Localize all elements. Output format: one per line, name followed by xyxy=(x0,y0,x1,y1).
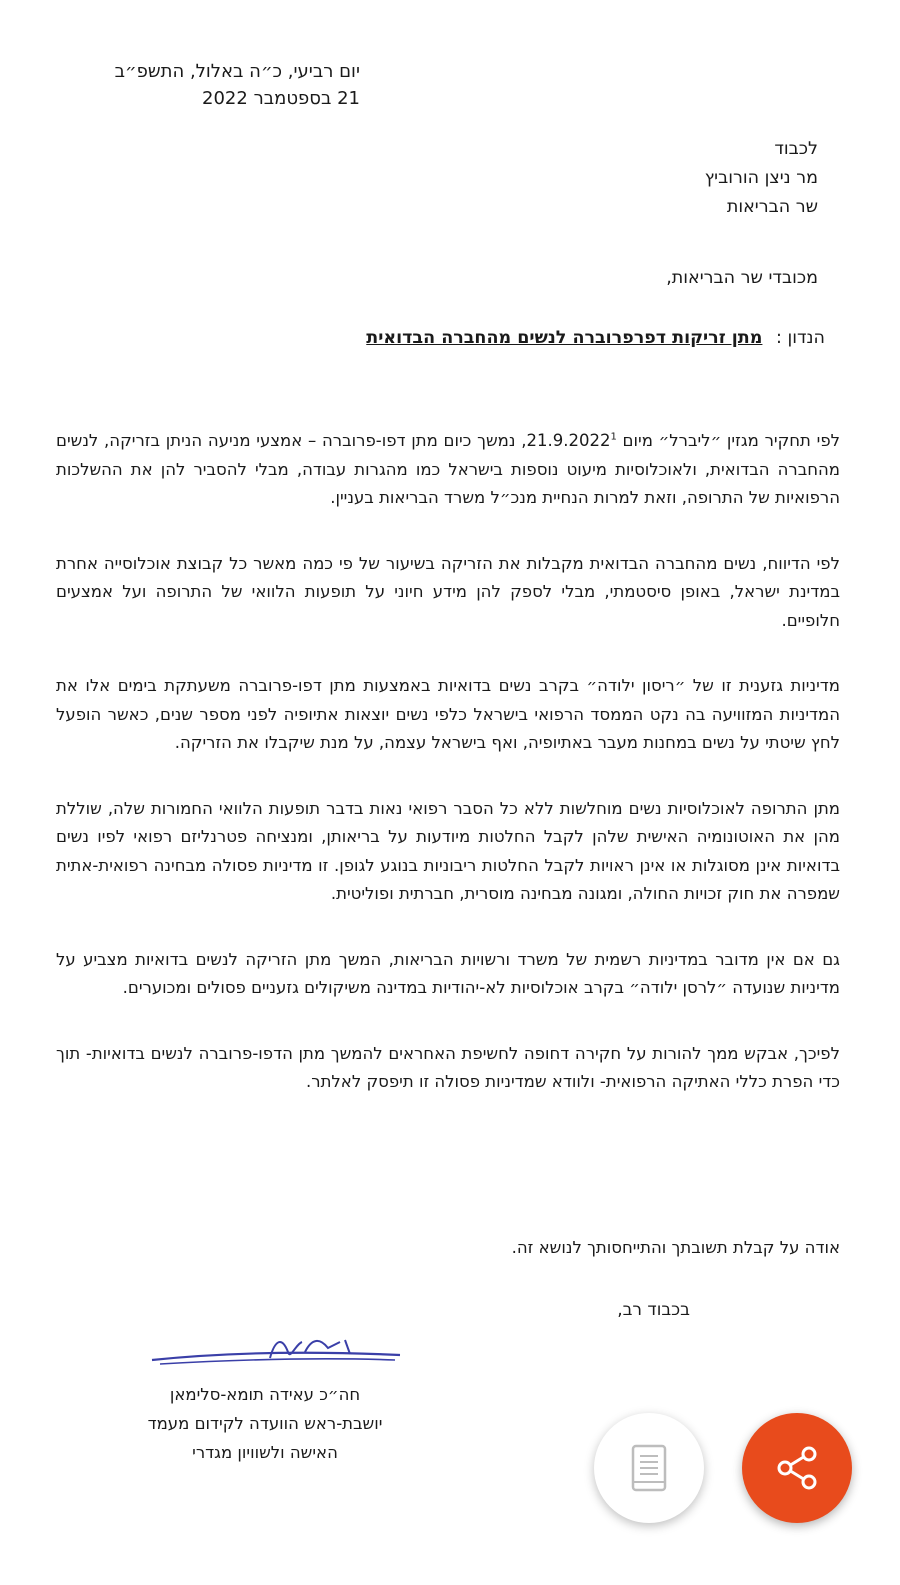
paragraph-3: מדיניות גזענית זו של ״ריסון ילודה״ בקרב נשים בדואיות באמצעות מתן דפו-פרוברה משעתקת בימים אלו את המדיניות המזוויעה בה נקט הממסד הרפואי בישראל כלפי נשים יוצאות אתיופיה לפני מספר שנים, כאשר הופעל לחץ שיטתי על נשים במחנות מעבר באתיופיה, ואף בישראל עצמה, על מנת שיקבלו את הזריקה. xyxy=(56,676,840,752)
addressee-line-3: שר הבריאות xyxy=(726,197,818,217)
document-icon xyxy=(631,1444,667,1492)
paragraph-5: גם אם אין מדובר במדיניות רשמית של משרד ורשויות הבריאות, המשך מתן הזריקה לנשים בדואיות מצביע על מדיניות שנועדה ״לרסן ילודה״ בקרב אוכלוסיות לא-יהודיות במדינה משיקולים גזעניים פסולים ומכוערים. xyxy=(56,949,840,997)
addressee-line-2: מר ניצן הורוביץ xyxy=(704,168,818,188)
share-button[interactable] xyxy=(742,1413,852,1523)
footnote-marker: 1 xyxy=(610,431,617,443)
addressee-block xyxy=(418,135,818,222)
signer-title-1: יושבת-ראש הוועדה לקידום מעמד xyxy=(147,1414,383,1433)
signature-block xyxy=(110,1380,420,1467)
paragraph-1: לפי תחקיר מגזין ״ליברל״ מיום 21.9.2022$^1$, נמשך כיום מתן דפו-פרוברה – אמצעי מניעה הניתן בזריקה, לנשים מהחברה הבדואית, ולאוכלוסיות מיעוט נוספות בישראל כמו מהגרות עבודה, מבלי להסביר להן את ההשלכות הרפואיות של התרופה, וזאת למרות הנחיית מנכ״ל משרד הבריאות בעניין. xyxy=(56,431,841,507)
signature-closing: בכבוד רב, xyxy=(617,1300,690,1320)
letter-body xyxy=(56,427,840,1134)
paragraph-4: מתן התרופה לאוכלוסיות נשים מוחלשות ללא כל הסבר רפואי נאות בדבר תופעות הלוואי החמורות שלה, שוללת מהן את האוטונומיה האישית שלהן לקבל החלטות מיודעות על בריאותן, ומנציחה פטרנליזם רפואי לפיו נשים בדואיות אינן מסוגלות או אינן ראויות לקבל החלטות ריבוניות בנוגע לגופן. זו מדיניות פסולה מבחינה רפואית-אתית שמפרה את חוק זכויות החולה, ומגונה מבחינה מוסרית, חברתית ופוליטית. xyxy=(56,798,840,903)
addressee-line-1: לכבוד xyxy=(774,139,818,159)
date-gregorian: 21 בספטמבר 2022 xyxy=(202,88,360,109)
salutation: מכובדי שר הבריאות, xyxy=(666,268,818,288)
subject-label: הנדון : xyxy=(776,328,825,348)
paragraph-6: לפיכך, אבקש ממך להורות על חקירה דחופה לחשיפת האחראים להמשך מתן הדפו-פרוברה לנשים בדואיות- תוך כדי הפרת כללי האתיקה הרפואית- ולוודא שמדיניות פסולה זו תיפסק לאלתר. xyxy=(56,1043,840,1091)
closing-thanks: אודה על קבלת תשובתך והתייחסותך לנושא זה. xyxy=(511,1238,840,1257)
date-hebrew: יום רביעי, כ״ה באלול, התשפ״ב xyxy=(114,61,360,82)
share-icon xyxy=(773,1444,821,1492)
document-view-button[interactable] xyxy=(594,1413,704,1523)
letter-date xyxy=(60,58,360,112)
signer-title-2: האישה ולשוויון מגדרי xyxy=(192,1443,338,1462)
paragraph-2: לפי הדיווח, נשים מהחברה הבדואית מקבלות את הזריקה בשיעור של פי כמה מאשר כל קבוצת אוכלוסייה אחרת במדינת ישראל, באופן סיסטמתי, מבלי לספק להן מידע חיוני על תופעות הלוואי של התרופה ועל אמצעים חלופיים. xyxy=(56,553,840,630)
signer-name: חה״כ עאידה תומא-סלימאן xyxy=(169,1385,361,1404)
subject-text: מתן זריקות דפרפרוברה לנשים מהחברה הבדואית xyxy=(366,328,763,348)
subject-line xyxy=(125,328,825,348)
handwritten-signature xyxy=(150,1330,410,1375)
